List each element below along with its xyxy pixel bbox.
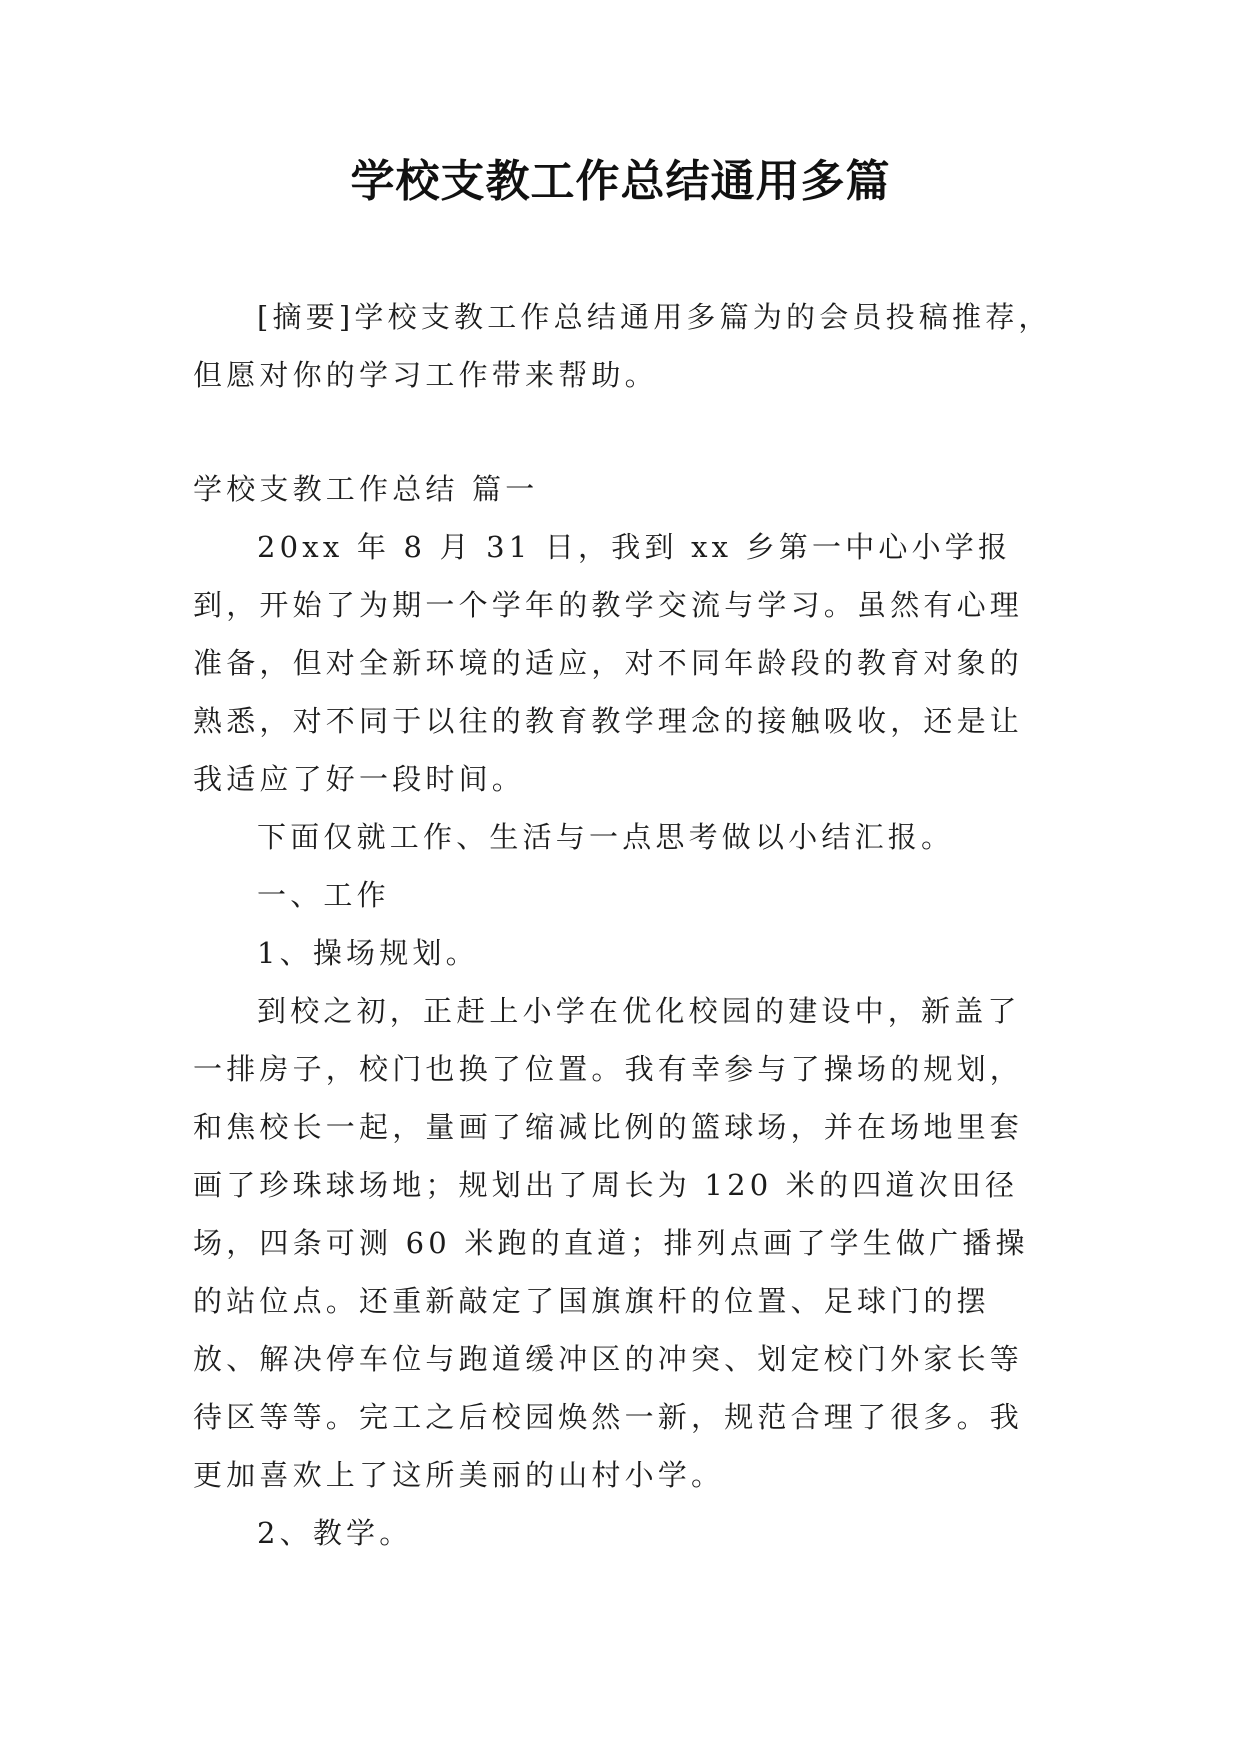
paragraph-intro: 20xx 年 8 月 31 日，我到 xx 乡第一中心小学报到，开始了为期一个学年的教学交流与学习。虽然有心理准备，但对全新环境的适应，对不同年龄段的教育对象的熟悉，对不同于以往的教育教学理念的接触吸收，还是让我适应了好一段时间。 [193, 530, 1024, 796]
abstract-block [193, 288, 1053, 404]
section-one [193, 460, 1053, 1562]
abstract-paragraph: [摘要]学校支教工作总结通用多篇为的会员投稿推荐，但愿对你的学习工作带来帮助。 [193, 300, 1052, 392]
section-heading: 学校支教工作总结 篇一 [193, 472, 539, 506]
subheading-teaching: 2、教学。 [257, 1516, 413, 1550]
subheading-work: 一、工作 [257, 878, 390, 912]
subheading-playground: 1、操场规划。 [257, 936, 479, 970]
paragraph-summary-note: 下面仅就工作、生活与一点思考做以小结汇报。 [257, 820, 955, 854]
paragraph-playground: 到校之初，正赶上小学在优化校园的建设中，新盖了一排房子，校门也换了位置。我有幸参与了操场的规划，和焦校长一起，量画了缩减比例的篮球场，并在场地里套画了珍珠球场地；规划出了周长为 120 米的四道次田径场，四条可测 60 米跑的直道；排列点画了学生做广播操的站位点。还重新敲定了国旗旗杆的位置、足球门的摆放、解决停车位与跑道缓冲区的冲突、划定校门外家长等待区等等。完工之后校园焕然一新，规范合理了很多。我更加喜欢上了这所美丽的山村小学。 [193, 994, 1029, 1492]
document-title: 学校支教工作总结通用多篇 [350, 156, 891, 207]
